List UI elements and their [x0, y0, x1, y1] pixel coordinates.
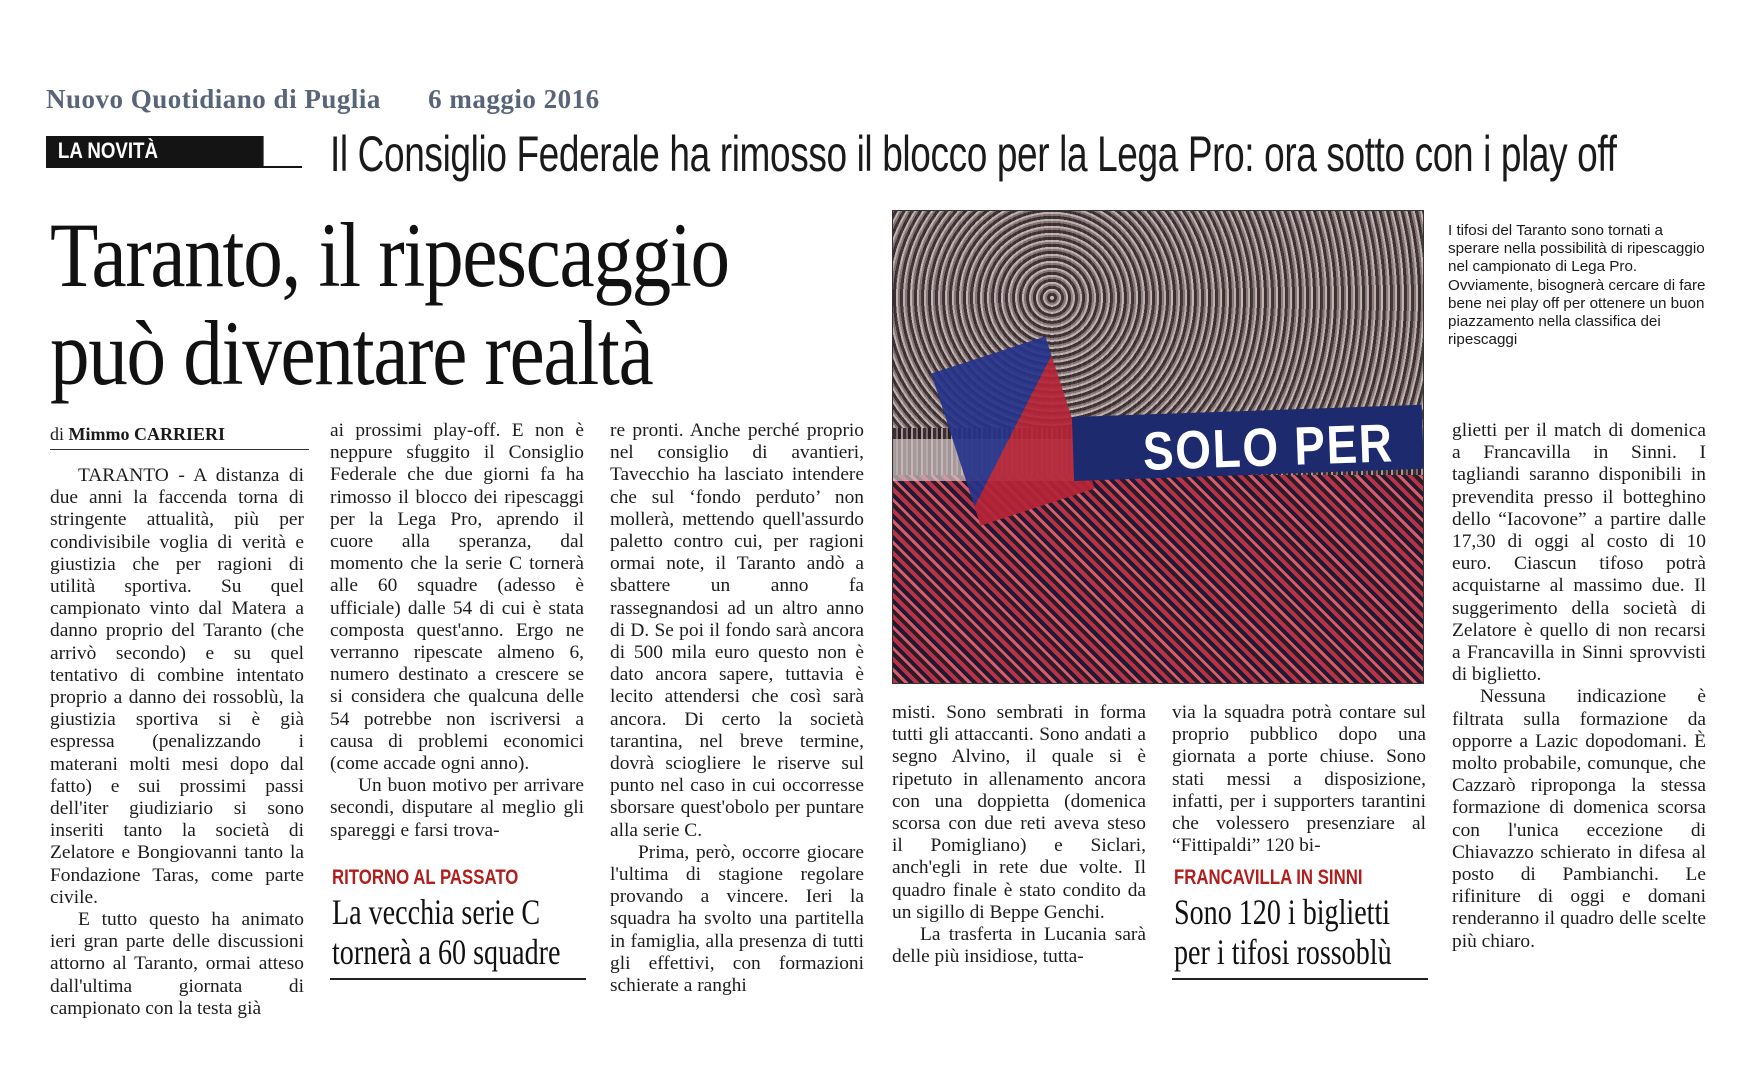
subheadline-biglietti: [1174, 892, 1392, 972]
paragraph: Un buon motivo per arrivare secondi, disputare al meglio gli spareggi e farsi trova-: [330, 775, 584, 841]
byline: [50, 424, 225, 445]
main-headline: [50, 206, 729, 402]
section-kicker: LA NOVITÀ: [46, 136, 264, 166]
byline-rule: [50, 449, 309, 450]
article-column-3: [610, 420, 864, 997]
paragraph: E tutto questo ha animato ieri gran parte delle discussioni attorno al Taranto, ormai atteso dall'ultima giornata di campionato con la testa già: [50, 909, 304, 1019]
paragraph: Prima, però, occorre giocare l'ultima di stagione regolare provando a vincere. Ieri la squadra ha svolto una partitella in famiglia, alla presenza di tutti gli effettivi, con formazioni schierate a ranghi: [610, 841, 864, 997]
subheadline-serie-c: [332, 892, 560, 972]
newspaper-name: Nuovo Quotidiano di Puglia: [46, 84, 381, 114]
subheadline-line-1: Sono 120 i biglietti: [1174, 892, 1391, 932]
paragraph: re pronti. Anche perché proprio nel consiglio di avantieri, Tavecchio ha lasciato intendere che sul ‘fondo perduto’ non mollerà, mettendo quell'assurdo paletto contro cui, per ragioni ormai note, il Taranto andò a sbattere un anno fa rassegnandosi ad un altro anno di D. Se poi il fondo sarà ancora di 500 mila euro questo non è dato ancora sapere, tuttavia è lecito attendersi che così sarà ancora. Di certo la società tarantina, nel breve termine, dovrà sciogliere le riserve sul punto nel caso in cui occorresse sborsare quest'obolo per puntare alla serie C.: [610, 420, 864, 841]
publication-date: 6 maggio 2016: [428, 84, 600, 114]
photo-banner-text: SOLO PER: [1141, 413, 1395, 482]
fans-photo: [892, 210, 1424, 684]
byline-author: Mimmo CARRIERI: [68, 424, 226, 444]
paragraph: glietti per il match di domenica a Francavilla in Sinni. I tagliandi saranno disponibili in prevendita presso il botteghino dello “Iacovone” a partire dalle 17,30 di oggi al costo di 10 euro. Ciascun tifoso potrà acquistarne al massimo due. Il suggerimento della società di Zelatore è quello di non recarsi a Francavilla in Sinni sprovvisti di biglietto.: [1452, 420, 1706, 686]
subheadline-rule: [1172, 978, 1428, 980]
paragraph: misti. Sono sembrati in forma tutti gli attaccanti. Sono andati a segno Alvino, il quale si è ripetuto in allenamento ancora con una doppietta (domenica scorsa con due reti aveva steso il Pomigliano) e Siclari, anch'egli in rete due volte. Il quadro finale è stato condito da un sigillo di Beppe Genchi.: [892, 702, 1146, 923]
paragraph: via la squadra potrà contare sul proprio pubblico dopo una giornata a porte chiuse. Sono stati messi a disposizione, infatti, per i supporters tarantini che volessero presenziare al “Fittipaldi” 120 bi-: [1172, 702, 1426, 857]
article-column-1: [50, 465, 304, 1020]
paragraph: TARANTO - A distanza di due anni la faccenda torna di stringente attualità, più per condivisibile voglia di verità e giustizia che per ragioni di utilità sportiva. Su quel campionato vinto dal Matera a danno proprio del Taranto (che arrivò secondo) e su quel tentativo di combine intentato proprio a danno dei rossoblù, la giustizia sportiva si è già espressa (penalizzando i materani molti mesi dopo dal fatto) e sui prossimi passi dell'iter giudiziario si sono inseriti tanto la società di Zelatore e Bongiovanni tanto la Fondazione Taras, come parte civile.: [50, 465, 304, 908]
top-line-headline: Il Consiglio Federale ha rimosso il blocco per la Lega Pro: ora sotto con i play off: [330, 126, 1617, 182]
article-column-6: [1452, 420, 1706, 953]
article-column-4: [892, 702, 1146, 968]
paragraph: ai prossimi play-off. E non è neppure sfuggito il Consiglio Federale che due giorni fa ha rimosso il blocco dei ripescaggi per la Lega Pro, aprendo il cuore alla speranza, dal momento che la serie C tornerà alle 60 squadre (adesso è ufficiale) dalle 54 di cui è stata composta quest'anno. Ergo ne verranno ripescate almeno 6, numero destinato a crescere se si considera che qualcuna delle 54 potrebbe non iscriversi a causa di problemi economici (come accade ogni anno).: [330, 420, 584, 775]
paragraph: Nessuna indicazione è filtrata sulla formazione da opporre a Lazic dopodomani. È molto probabile, comunque, che Cazzarò riproponga la stessa formazione di domenica scorsa con l'unica eccezione di Chiavazzo schierato in difesa al posto di Pambianchi. Le rifiniture di oggi e domani renderanno il quadro delle scelte più chiaro.: [1452, 686, 1706, 952]
byline-prefix: di: [50, 424, 65, 444]
headline-line-2: può diventare realtà: [50, 302, 653, 404]
subheadline-line-2: per i tifosi rossoblù: [1174, 932, 1392, 972]
crowd-bottom-area: [893, 475, 1423, 683]
subsection-kicker-ritorno: RITORNO AL PASSATO: [332, 866, 519, 889]
subsection-kicker-francavilla: FRANCAVILLA IN SINNI: [1174, 866, 1363, 889]
subheadline-rule: [330, 978, 586, 980]
photo-caption: I tifosi del Taranto sono tornati a sperare nella possibilità di ripescaggio nel campionato di Lega Pro. Ovviamente, bisognerà cercare di fare bene nei play off per ottenere un buon piazzamento nella classifica dei ripescaggi: [1448, 222, 1706, 349]
article-column-5: [1172, 702, 1426, 857]
paragraph: La trasferta in Lucania sarà delle più insidiose, tutta-: [892, 924, 1146, 968]
subheadline-line-1: La vecchia serie C: [332, 892, 541, 932]
masthead: [46, 84, 600, 115]
headline-line-1: Taranto, il ripescaggio: [50, 204, 729, 306]
subheadline-line-2: tornerà a 60 squadre: [332, 932, 561, 972]
article-column-2: [330, 420, 584, 842]
kicker-rule: [46, 166, 302, 168]
